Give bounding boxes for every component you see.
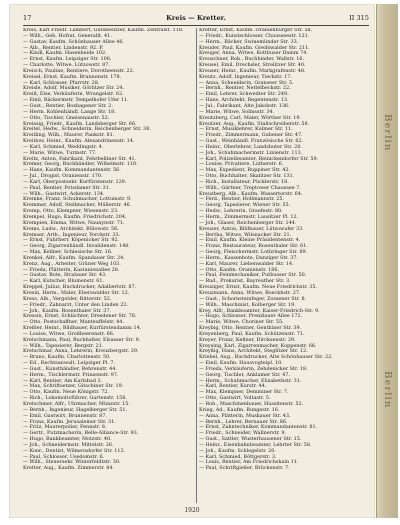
directory-entry: — Ferd., Rentier, Hollmannstr. 25. [199,196,285,203]
directory-entry: — Gust., Rentier, Boxhagener Str. 2. [23,102,113,109]
directory-entry: Kreitling, Wilh., Maurer, Pankstr. 81. [23,132,115,139]
directory-entry: — Gustav, Kaufm. Schönhauser Allee 46. [23,38,125,45]
directory-entry: — Ernst, Kaufm. Leipziger Str. 108. [23,56,112,63]
directory-entry: — Bernh., Ingenieur, Hagelberger Str. 51. [23,406,128,413]
directory-entry: — Marie, Witwe, Solmsstr. 34. [199,108,275,115]
directory-entry: — Rich., Installateur, Pücklerstr. 18. [199,178,289,185]
directory-entry: — Otto, Kaufm. Oranienstr. 186. [199,266,280,273]
directory-entry: — Joh., Schneidermstr. Mittelstr. 26. [23,441,114,448]
directory-entry: — Paul, Feinmechaniker, Putbusser Str. 50. [199,272,307,279]
directory-entry: — Frieda, Verkäuferin, Zehdenicker Str. 18. [199,365,308,372]
directory-entry: — Hugo, Schlosser, Prenzlauer Allee 172. [199,313,303,320]
directory-entry: Krempien, Emma, Witwe, Naunynstr. 71. [23,219,125,226]
directory-entry: — Rob., Maschinenbauer, Hussitenstr. 52. [199,401,304,407]
directory-entry: — Herm., Zimmermstr. Lausitzer Pl. 12. [199,214,299,220]
edge-text: Berlin [382,370,392,409]
directory-entry: — Joh., Schuhmachermstr. Linienstr. 113. [199,149,303,156]
directory-entry: — Louise, Witwe, Großbeerenstr. 66. [23,330,115,337]
directory-entry: — Jul., Drogist, Oranienstr. 170. [23,173,103,180]
directory-entry: Kreßler, Heinr., Bildhauer, Kurfürstendamm 14. [23,325,142,332]
directory-entry: — Georg, Tapezierer, Wiener Str. 55. [199,202,291,209]
directory-entry: — Ernst, Fuhrherr, Köpenicker Str. 92. [23,237,120,244]
directory-entry: — Karl, Rentier, Kurstr. 44. [199,383,267,390]
right-column [199,28,371,503]
directory-entry: — Emil, Kaufm. Kleine Präsidentenstr. 4. [199,237,301,244]
directory-entry: — Louis, Rentier, Am Friedrichshain 11. [199,459,299,466]
directory-entry: — Heinr., Eisenbahnbeamter, Lehrter Str. 58. [199,441,312,448]
directory-entry: — Friedr., Zimmermann, Gubener Str. 47. [199,132,303,139]
directory-entry: — Charlotte, Witwe, Lützowstr. 87. [23,62,110,69]
header-title: Kreis — Kretter. [166,14,226,22]
directory-entry: — Friedr., Kunstschlosser, Chausseestr. 121. [199,32,310,39]
directory-entry: Kreuschner, Rob., Buchbinder, Wallstr. 16. [199,56,305,63]
directory-entry: — Georg, Zigarrenhändl. Invalidenstr. 148. [23,243,130,250]
directory-entry: — Kindl, Kaufm. Hasenheide 102. [23,50,107,57]
directory-entry: — Wilh., Maschinist, Kolberger Str. 19. [199,301,296,308]
directory-entry: — Herm., Schuhmacher, Elisabethstr. 31. [199,377,302,384]
directory-entry: — Gustav, Bote, Stralauer Str. 43. [23,272,107,279]
directory-entry: Kreuzmann, Anna, Witwe, Boeckhstr. 27. [199,289,301,296]
directory-entry: Kreutzberg, Carl, Maler, Wörther Str. 19. [199,114,302,121]
directory-entry: — Otto, Postschaffner, Manteuffelstr. 44. [23,319,124,326]
directory-entry: Kreisch, Pauline, Rentiere, Dorotheenstr. 22. [23,67,135,74]
directory-entry: — Konr., Dentist, Wilmersdorfer Str. 112. [23,447,126,454]
directory-entry: — Karl, Schmied, Weddingstr. 4. [23,143,104,150]
directory-entry: Kreyenberg, Paul, Kaufm. Schützenstr. 71. [199,330,305,337]
directory-entry: Kremke, Franz, Schuhmacher, Lottumstr. 9. [23,196,132,203]
directory-entry: — Karl, Kutscher, Blumenstr. 61. [23,278,105,285]
directory-entry: — Gertr., Putzmacherin, Belle-Alliance-Str. 93. [23,430,139,437]
directory-entry: Kreiß, Else, Verkäuferin, Wrangelstr. 62. [23,91,124,98]
directory-entry: Kremer, Georg, Buchhändler, Wilhelmstr. 118. [23,161,138,168]
directory-entry: Kreysing, Karl, Zigarrenmacher, Koppenstr. 66. [199,342,317,349]
directory-entry: — Franz, Kaufm. Jerusalemer Str. 31. [23,418,116,425]
directory-entry: — Otto, Gastwirt, Voltastr. 5. [199,395,271,402]
directory-entry: — Bertha, Witwe, Wilsnacker Str. 21. [199,231,292,238]
directory-entry: — Paul, Schriftgießer, Brückenstr. 7. [199,465,290,472]
directory-entry: — Bernh., Rentier, Nettelbeckstr. 22. [199,85,291,92]
directory-entry: Kretter, Aug., Kaufm. Zimmerstr. 84. [23,465,115,472]
directory-entry: — Rich., Lokomotivführer, Gartenstr. 158. [23,395,127,402]
directory-entry: — Bruno, Kaufm. Charlottenstr. 50. [23,354,111,361]
directory-entry: Kretschmann, Paul, Buchhalter, Elsasser Str. 9. [23,336,141,343]
directory-entry: — Gust., Schornsteinfeger, Zossener Str. 8. [199,295,307,302]
directory-entry: — Bernh., Lehrer, Bernauer Str. 86. [199,418,288,425]
directory-entry: Krems, Ludw., Architekt, Bülowstr. 56. [23,225,119,232]
directory-entry: — Paul, Schlosser, Usedomstr. 6. [23,453,105,460]
directory-entry: — Wilh., Gastwirt, Ackerstr. 134. [23,190,105,197]
directory-entry: — Karl, Maurer, Liebenwalder Str. 14. [199,260,294,267]
directory-entry: — Herm., Bäcker, Swinemünder Str. 33. [199,38,299,45]
directory-entry: — Herm., Tischlermstr. Prinzenstr. 97. [23,371,119,378]
directory-entry: Krey, Alfr., Bankbeamter, Kaiser-Friedrich-Str. 9. [199,307,320,314]
running-header [23,12,369,24]
directory-entry: — Karl, Schmied, Böttgerstr. 3. [199,453,277,460]
directory-entry: Kreisle, Adolf, Musiker, Görlitzer Str. 24. [23,85,125,92]
directory-entry: — Karl, Rentier, Am Karlsbad 3. [23,377,103,384]
directory-entry: Kreuser, Heinr., Kaufm. Markgrafenstr. 48. [199,67,306,74]
directory-entry: — Wilh., Geh. Hofrat, Generallt. 41. [23,32,112,39]
directory-entry: — Wilh., Steuersekr. Winterfeldtstr. 30. [23,459,121,466]
directory-entry: Kreuder, Paul, Kaufm. Greifswalder Str. 211. [199,44,310,51]
directory-entry: — Gust., Weinhändl. Französische Str. 62. [199,138,304,145]
directory-entry: — Joh., Kaufm. Schlegelstr. 20. [199,447,276,454]
directory-entry: Kreutz, Adolf, Ingenieur, Tieckstr. 17. [199,73,292,80]
edge-text: Berlin [382,113,392,152]
directory-entry: — Herm., Kassenbote, Danziger Str. 37. [199,254,298,261]
directory-entry: Kreuzer, Anton, Bildhauer, Lützowufer 33. [199,225,304,232]
directory-entry: Kreitz, Anton, Fabrikant, Fehrbelliner Str. 41. [23,155,137,162]
page-footer: 1920 [184,507,200,514]
left-column [23,28,195,503]
directory-entry: — Ernst, Musiklehrer, Kulmer Str. 11. [199,126,293,133]
directory-entry: Kreitel, Hedw., Schneiderin, Reichenberger Str. 38. [23,126,151,133]
directory-entry: — Georg, Fleischermstr. Lothringer Str. 89. [199,249,308,256]
directory-entry: — Ed., Rechtsanwalt, Leipziger Pl. 7. [23,360,116,367]
directory-entry: Kreusel, Emil, Drechsler, Strelitzer Str. 40. [199,62,306,69]
directory-entry: — Gust., Sattler, Wusterhausener Str. 15. [199,436,302,443]
directory-entry: Kreyer, Franz, Kellner, Dircksenstr. 29. [199,336,296,343]
directory-entry: Krenz, Aug., Arbeiter, Grüner Weg 103. [23,260,121,267]
directory-entry: — Emil, Lehrer, Schwedter Str. 249. [199,91,289,98]
directory-entry: — Franz, Restaurateur, Rosenthaler Str. 61. [199,243,308,250]
directory-entry: Kreissig, Friedr., Kaufm. Landsberger Str. 66. [23,120,137,127]
directory-entry: — Emil, Bäckermstr. Tempelhofer Ufer 11. [23,97,129,104]
directory-entry: — Herm. Kohlenhändl. Lange Str. 18. [23,108,116,115]
directory-entry: — Emil, Gastwirt, Brunnenstr. 87. [23,412,107,419]
directory-entry: — Ernst, Zahntechniker, Kommandantenstr. 81. [199,424,318,431]
directory-entry: Kretschmar, Anna, Lehrerin, Kreuzbergstr. 29. [23,348,139,355]
directory-entry: — Wilh., Gärtner, Treptower Chaussee 7. [199,184,301,191]
directory-entry: Kreuzberg, Alb., Kaufm. Wassertorstr. 64. [199,190,303,197]
directory-entry: Kressin, Ernst, Schlächter, Dresdener Str. 78. [23,313,137,320]
directory-entry: Kreybig, Otto, Rentier, Genthiner Str. 39. [199,325,302,332]
directory-entry: Krieg, Ad., Kaufm. Rungestr. 16. [199,406,280,413]
directory-entry: — Joh., Glaser, Reichenberger Str. 144. [199,219,297,226]
directory-entry: — Marie, Witwe, Choriner Str. 55. [199,319,284,326]
directory-entry: Kremmer, Adolf, Stellmacher, Müllerstr. 46. [23,202,132,209]
directory-entry: Kremser, Arth., Ingenieur, Yorckstr. 33. [23,231,121,238]
header-rule [23,25,369,26]
header-page-number: II 315 [349,14,369,22]
directory-entry: — Max, Expedient, Ruppiner Str. 42. [199,167,290,174]
directory-entry: Kreuziger, Ernst, Kaufm. Neue Friedrichstr. 35. [199,284,318,291]
directory-page [9,4,375,518]
edge-print [378,4,396,518]
directory-entry: Kreitlow, Heinr., Kaufm. Alexandrinenstr. 14. [23,138,135,145]
directory-entry: — Karl, Schlosser, Pfarrstr. 28. [23,79,100,86]
directory-entry: — Otto, Kaufm. Neue Königstr. 72. [23,389,109,396]
directory-entry: — Hans, Architekt, Regentenstr. 13. [199,97,289,104]
directory-entry: Kress, Alb., Vergolder, Ritterstr. 52. [23,295,112,302]
directory-entry: Kretter, Ernst, Kaufm. Oranienburger Str. 58. [199,28,313,33]
directory-entry: — Karl, Polizeibeamter, Reinickendorfer Str. 59. [199,155,319,162]
directory-entry: Kresin, Herm., Maler, Eberswalder Str. 12. [23,289,130,296]
directory-entry: — Otto, Buchhalter, Skalitzer Str. 131. [199,173,295,180]
directory-entry: — Georg, Tischler, Anklamer Str. 47. [199,371,290,378]
directory-entry: — Max, Schriftsetzer, Gitschiner Str. 19. [23,383,124,390]
directory-entry: — Hans, Kaufm. Kommandantenstr. 56. [23,167,121,174]
directory-entry: Kreppel, Julius, Buchdrucker, Adalbertstr. 87. [23,284,137,291]
directory-entry: Kretschmer, Alfr., Uhrmacher, Münzstr. 15. [23,401,130,407]
directory-entry: — Max, Kellner, Schlesische Str. 16. [23,249,113,256]
directory-entry: Krempel, Hugo, Kaufm. Friedrichstr. 204. [23,214,127,220]
directory-entry: — Jul., Fabrikant, Alte Jakobstr. 136. [199,102,290,109]
directory-entry: — Rud., Prokurist, Bayreuther Str. 3. [199,278,291,285]
directory-entry: — Emil, Kaufm. Hausvogteipl. 10. [199,360,283,367]
directory-entry: — Friedr., Schneider, Wallnerstr. 9. [199,430,287,437]
directory-entry: Kreis, Karl Friedr. Lambert, Gutsbesitzer, Kaufm. Zentralst. 118. [23,28,184,33]
header-left-mark: 17 [23,14,32,22]
directory-entry: Krenkel, Alfr., Kaufm. Spandauer Str. 24. [23,254,125,261]
directory-entry: Kreuger, Anna, Witwe, Kottbuser Damm 74. [199,50,308,57]
column-divider [196,28,197,503]
directory-entry: — Anna, Schneiderin, Granseer Str. 5. [199,79,294,86]
directory-entry: — Alb., Rentier, Lindenstr. 92. P. [23,44,104,51]
directory-entry: — Joh., Kaufm. Rosenthaler Str. 37. [23,307,112,314]
directory-entry: Kreisel, Ernst, Kaufm. Brunnenstr. 178. [23,73,122,80]
directory-entry: — Fritz, Maurerpolier, Fennstr. 8. [23,424,107,431]
directory-entry: — Anna, Plätterin, Muskauer Str. 43. [199,412,291,419]
directory-entry: — Heinr., Oberlehrer, Landshuter Str. 28. [199,143,302,150]
directory-entry: — Karl, Oberpostsekr. Kurfürstenstr. 129. [23,178,127,185]
directory-entry: — Frieda, Plätterin, Kastanienallee 28. [23,266,120,273]
directory-entry: Kremp, Otto, Klempner, Wiesenstr. 23. [23,208,119,215]
directory-entry: — Max, Klempner, Demminer Str. 7. [199,389,289,396]
directory-entry: — Hugo, Bankbeamter, Motzstr. 40. [23,436,112,443]
directory-entry: — Wilh., Tapezierer, Bergstr. 21. [23,342,104,349]
directory-entry: Kriebel, Aug., Buchdrucker, Alte Schönhauser Str. 22. [199,354,333,361]
directory-entry: — Marie, Witwe, Turmstr. 77. [23,149,97,156]
directory-entry: Kreutzer, Aug., Kaufm. Stallschreiberstr. 58. [199,120,310,127]
directory-entry: — Otto, Tischler, Gneisenaustr. 52. [23,114,110,121]
directory-entry: — Friedr., Zahnarzt, Unter den Linden 23. [23,301,128,308]
directory-entry: — Louise, Privatiere, Lutherstr. 6. [199,161,284,168]
book-edge-strip [376,4,398,518]
directory-entry: — Hedw., Lehrerin, Graefestr. 80. [199,208,283,215]
directory-entry: Kreyßig, Hans, Architekt, Steglitzer Str. 12. [199,348,308,355]
directory-entry: — Gust., Kunsthändler, Behrenstr. 44. [23,365,117,372]
directory-entry: — Paul, Rentier, Potsdamer Str. 31. [23,184,111,191]
